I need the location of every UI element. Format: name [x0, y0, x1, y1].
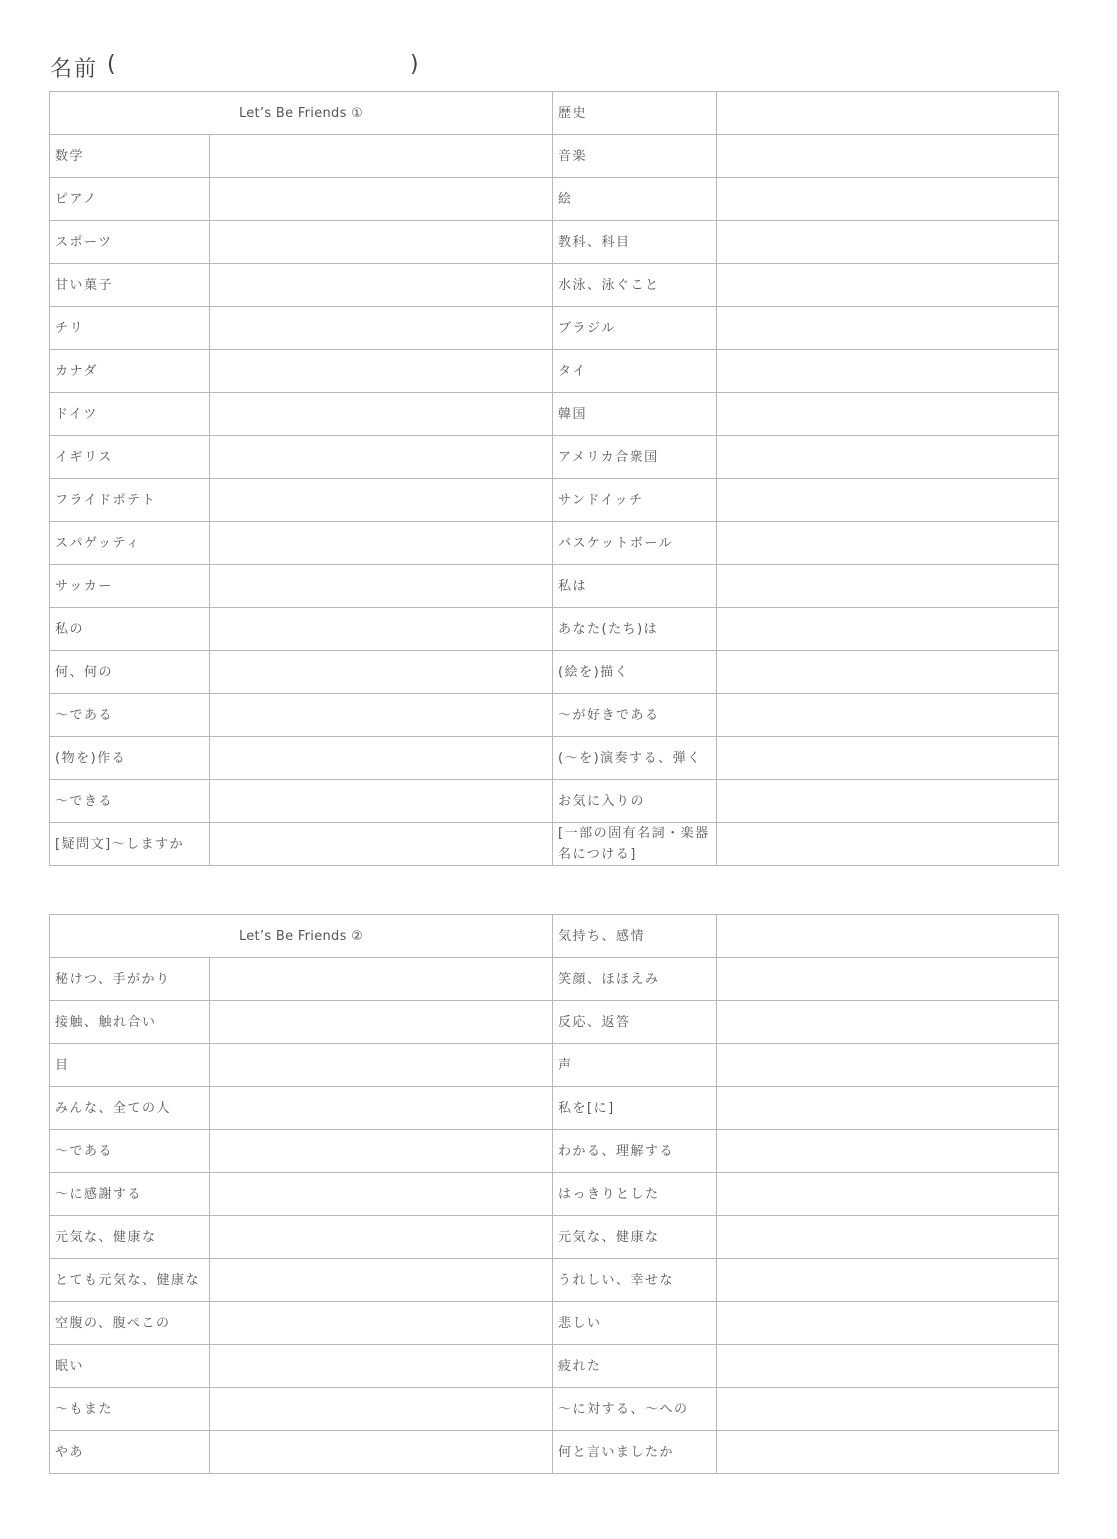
vocab-table-2 — [49, 914, 1059, 1474]
answer-cell-left[interactable] — [210, 565, 553, 608]
table-row — [50, 1130, 1059, 1173]
answer-cell-right[interactable] — [717, 135, 1059, 178]
prompt-left: 私の — [50, 608, 210, 651]
answer-cell-right[interactable] — [717, 694, 1059, 737]
table-row — [50, 694, 1059, 737]
prompt-right: 音楽 — [553, 135, 717, 178]
prompt-right: お気に入りの — [553, 780, 717, 823]
answer-cell-left[interactable] — [210, 1259, 553, 1302]
answer-cell-right[interactable] — [717, 307, 1059, 350]
answer-cell-right[interactable] — [717, 565, 1059, 608]
answer-cell-left[interactable] — [210, 1130, 553, 1173]
table-row — [50, 1001, 1059, 1044]
answer-cell-right[interactable] — [717, 651, 1059, 694]
answer-cell-left[interactable] — [210, 1087, 553, 1130]
table-row — [50, 1173, 1059, 1216]
prompt-left: 空腹の、腹ぺこの — [50, 1302, 210, 1345]
table-row — [50, 737, 1059, 780]
prompt-right: 私は — [553, 565, 717, 608]
prompt-right: 元気な、健康な — [553, 1216, 717, 1259]
answer-cell-left[interactable] — [210, 1345, 553, 1388]
answer-cell-right[interactable] — [717, 92, 1059, 135]
prompt-right: 韓国 — [553, 393, 717, 436]
answer-cell-right[interactable] — [717, 393, 1059, 436]
prompt-left: 接触、触れ合い — [50, 1001, 210, 1044]
table-row — [50, 1302, 1059, 1345]
answer-cell-right[interactable] — [717, 1388, 1059, 1431]
answer-cell-left[interactable] — [210, 135, 553, 178]
prompt-left: 眠い — [50, 1345, 210, 1388]
answer-cell-left[interactable] — [210, 1388, 553, 1431]
prompt-right: サンドイッチ — [553, 479, 717, 522]
prompt-right: バスケットボール — [553, 522, 717, 565]
prompt-left: 目 — [50, 1044, 210, 1087]
table-title-row — [50, 915, 1059, 958]
answer-cell-left[interactable] — [210, 1044, 553, 1087]
table-row — [50, 264, 1059, 307]
answer-cell-left[interactable] — [210, 1431, 553, 1474]
prompt-right: [一部の固有名詞・楽器名につける] — [553, 823, 717, 866]
answer-cell-left[interactable] — [210, 1216, 553, 1259]
prompt-right: (～を)演奏する、弾く — [553, 737, 717, 780]
answer-cell-right[interactable] — [717, 823, 1059, 866]
table-row — [50, 1044, 1059, 1087]
prompt-right: あなた(たち)は — [553, 608, 717, 651]
prompt-left: ～である — [50, 1130, 210, 1173]
answer-cell-right[interactable] — [717, 958, 1059, 1001]
answer-cell-right[interactable] — [717, 780, 1059, 823]
prompt-left: チリ — [50, 307, 210, 350]
prompt-right: 私を[に] — [553, 1087, 717, 1130]
answer-cell-right[interactable] — [717, 1001, 1059, 1044]
vocab-table-1 — [49, 91, 1059, 866]
prompt-left: サッカー — [50, 565, 210, 608]
prompt-left: (物を)作る — [50, 737, 210, 780]
prompt-left: 秘けつ、手がかり — [50, 958, 210, 1001]
answer-cell-left[interactable] — [210, 178, 553, 221]
answer-cell-right[interactable] — [717, 221, 1059, 264]
answer-cell-left[interactable] — [210, 350, 553, 393]
prompt-right: アメリカ合衆国 — [553, 436, 717, 479]
answer-cell-right[interactable] — [717, 1345, 1059, 1388]
table-row — [50, 565, 1059, 608]
table-row — [50, 1259, 1059, 1302]
prompt-left: 何、何の — [50, 651, 210, 694]
answer-cell-left[interactable] — [210, 608, 553, 651]
vocab-table-2-body — [50, 915, 1059, 1474]
answer-cell-right[interactable] — [717, 915, 1059, 958]
prompt-left: フライドポテト — [50, 479, 210, 522]
prompt-right: 疲れた — [553, 1345, 717, 1388]
prompt-left: [疑問文]～しますか — [50, 823, 210, 866]
answer-cell-right[interactable] — [717, 479, 1059, 522]
answer-cell-left[interactable] — [210, 264, 553, 307]
table-row — [50, 436, 1059, 479]
prompt-right: 気持ち、感情 — [553, 915, 717, 958]
table-row — [50, 1345, 1059, 1388]
prompt-right: うれしい、幸せな — [553, 1259, 717, 1302]
table-row — [50, 307, 1059, 350]
prompt-left: カナダ — [50, 350, 210, 393]
answer-cell-left[interactable] — [210, 651, 553, 694]
name-label: 名前 — [50, 57, 99, 82]
answer-cell-left[interactable] — [210, 393, 553, 436]
answer-cell-right[interactable] — [717, 178, 1059, 221]
table-row — [50, 823, 1059, 866]
answer-cell-right[interactable] — [717, 1087, 1059, 1130]
answer-cell-right[interactable] — [717, 1130, 1059, 1173]
name-close-paren: ) — [410, 52, 421, 77]
answer-cell-right[interactable] — [717, 1216, 1059, 1259]
vocab-table-1-body — [50, 92, 1059, 866]
prompt-left: ～もまた — [50, 1388, 210, 1431]
table-title-row — [50, 92, 1059, 135]
answer-cell-left[interactable] — [210, 1173, 553, 1216]
prompt-right: タイ — [553, 350, 717, 393]
prompt-left: 元気な、健康な — [50, 1216, 210, 1259]
answer-cell-left[interactable] — [210, 1302, 553, 1345]
answer-cell-left[interactable] — [210, 221, 553, 264]
prompt-right: 歴史 — [553, 92, 717, 135]
answer-cell-right[interactable] — [717, 1259, 1059, 1302]
name-open-paren: ( — [107, 52, 118, 77]
prompt-left: ドイツ — [50, 393, 210, 436]
answer-cell-left[interactable] — [210, 522, 553, 565]
prompt-right: 反応、返答 — [553, 1001, 717, 1044]
prompt-left: スパゲッティ — [50, 522, 210, 565]
prompt-right: 声 — [553, 1044, 717, 1087]
prompt-right: ～に対する、～への — [553, 1388, 717, 1431]
prompt-left: みんな、全ての人 — [50, 1087, 210, 1130]
name-field[interactable] — [50, 50, 470, 84]
prompt-left: 数学 — [50, 135, 210, 178]
table-title: Let’s Be Friends ① — [50, 92, 553, 135]
table-row — [50, 221, 1059, 264]
prompt-right: 何と言いましたか — [553, 1431, 717, 1474]
prompt-left: 甘い菓子 — [50, 264, 210, 307]
answer-cell-right[interactable] — [717, 608, 1059, 651]
answer-cell-left[interactable] — [210, 1001, 553, 1044]
table-row — [50, 1087, 1059, 1130]
answer-cell-left[interactable] — [210, 307, 553, 350]
prompt-left: やあ — [50, 1431, 210, 1474]
prompt-left: スポーツ — [50, 221, 210, 264]
answer-cell-right[interactable] — [717, 522, 1059, 565]
prompt-right: ブラジル — [553, 307, 717, 350]
table-row — [50, 1431, 1059, 1474]
prompt-left: ～である — [50, 694, 210, 737]
prompt-right: (絵を)描く — [553, 651, 717, 694]
table-row — [50, 1216, 1059, 1259]
answer-cell-left[interactable] — [210, 823, 553, 866]
answer-cell-left[interactable] — [210, 958, 553, 1001]
table-row — [50, 1388, 1059, 1431]
prompt-right: はっきりとした — [553, 1173, 717, 1216]
prompt-right: 教科、科目 — [553, 221, 717, 264]
table-row — [50, 178, 1059, 221]
table-title: Let’s Be Friends ② — [50, 915, 553, 958]
answer-cell-right[interactable] — [717, 436, 1059, 479]
prompt-right: ～が好きである — [553, 694, 717, 737]
table-row — [50, 350, 1059, 393]
prompt-right: わかる、理解する — [553, 1130, 717, 1173]
table-row — [50, 479, 1059, 522]
answer-cell-right[interactable] — [717, 1044, 1059, 1087]
prompt-right: 悲しい — [553, 1302, 717, 1345]
table-row — [50, 393, 1059, 436]
table-row — [50, 522, 1059, 565]
answer-cell-right[interactable] — [717, 1173, 1059, 1216]
table-row — [50, 135, 1059, 178]
answer-cell-right[interactable] — [717, 350, 1059, 393]
answer-cell-left[interactable] — [210, 737, 553, 780]
prompt-left: ピアノ — [50, 178, 210, 221]
answer-cell-left[interactable] — [210, 436, 553, 479]
prompt-right: 水泳、泳ぐこと — [553, 264, 717, 307]
prompt-left: とても元気な、健康な — [50, 1259, 210, 1302]
table-row — [50, 651, 1059, 694]
answer-cell-right[interactable] — [717, 1302, 1059, 1345]
answer-cell-left[interactable] — [210, 479, 553, 522]
prompt-right: 絵 — [553, 178, 717, 221]
answer-cell-right[interactable] — [717, 264, 1059, 307]
prompt-left: ～に感謝する — [50, 1173, 210, 1216]
table-row — [50, 780, 1059, 823]
answer-cell-left[interactable] — [210, 780, 553, 823]
answer-cell-right[interactable] — [717, 737, 1059, 780]
answer-cell-left[interactable] — [210, 694, 553, 737]
prompt-right: 笑顔、ほほえみ — [553, 958, 717, 1001]
prompt-left: ～できる — [50, 780, 210, 823]
prompt-left: イギリス — [50, 436, 210, 479]
table-row — [50, 608, 1059, 651]
table-row — [50, 958, 1059, 1001]
answer-cell-right[interactable] — [717, 1431, 1059, 1474]
